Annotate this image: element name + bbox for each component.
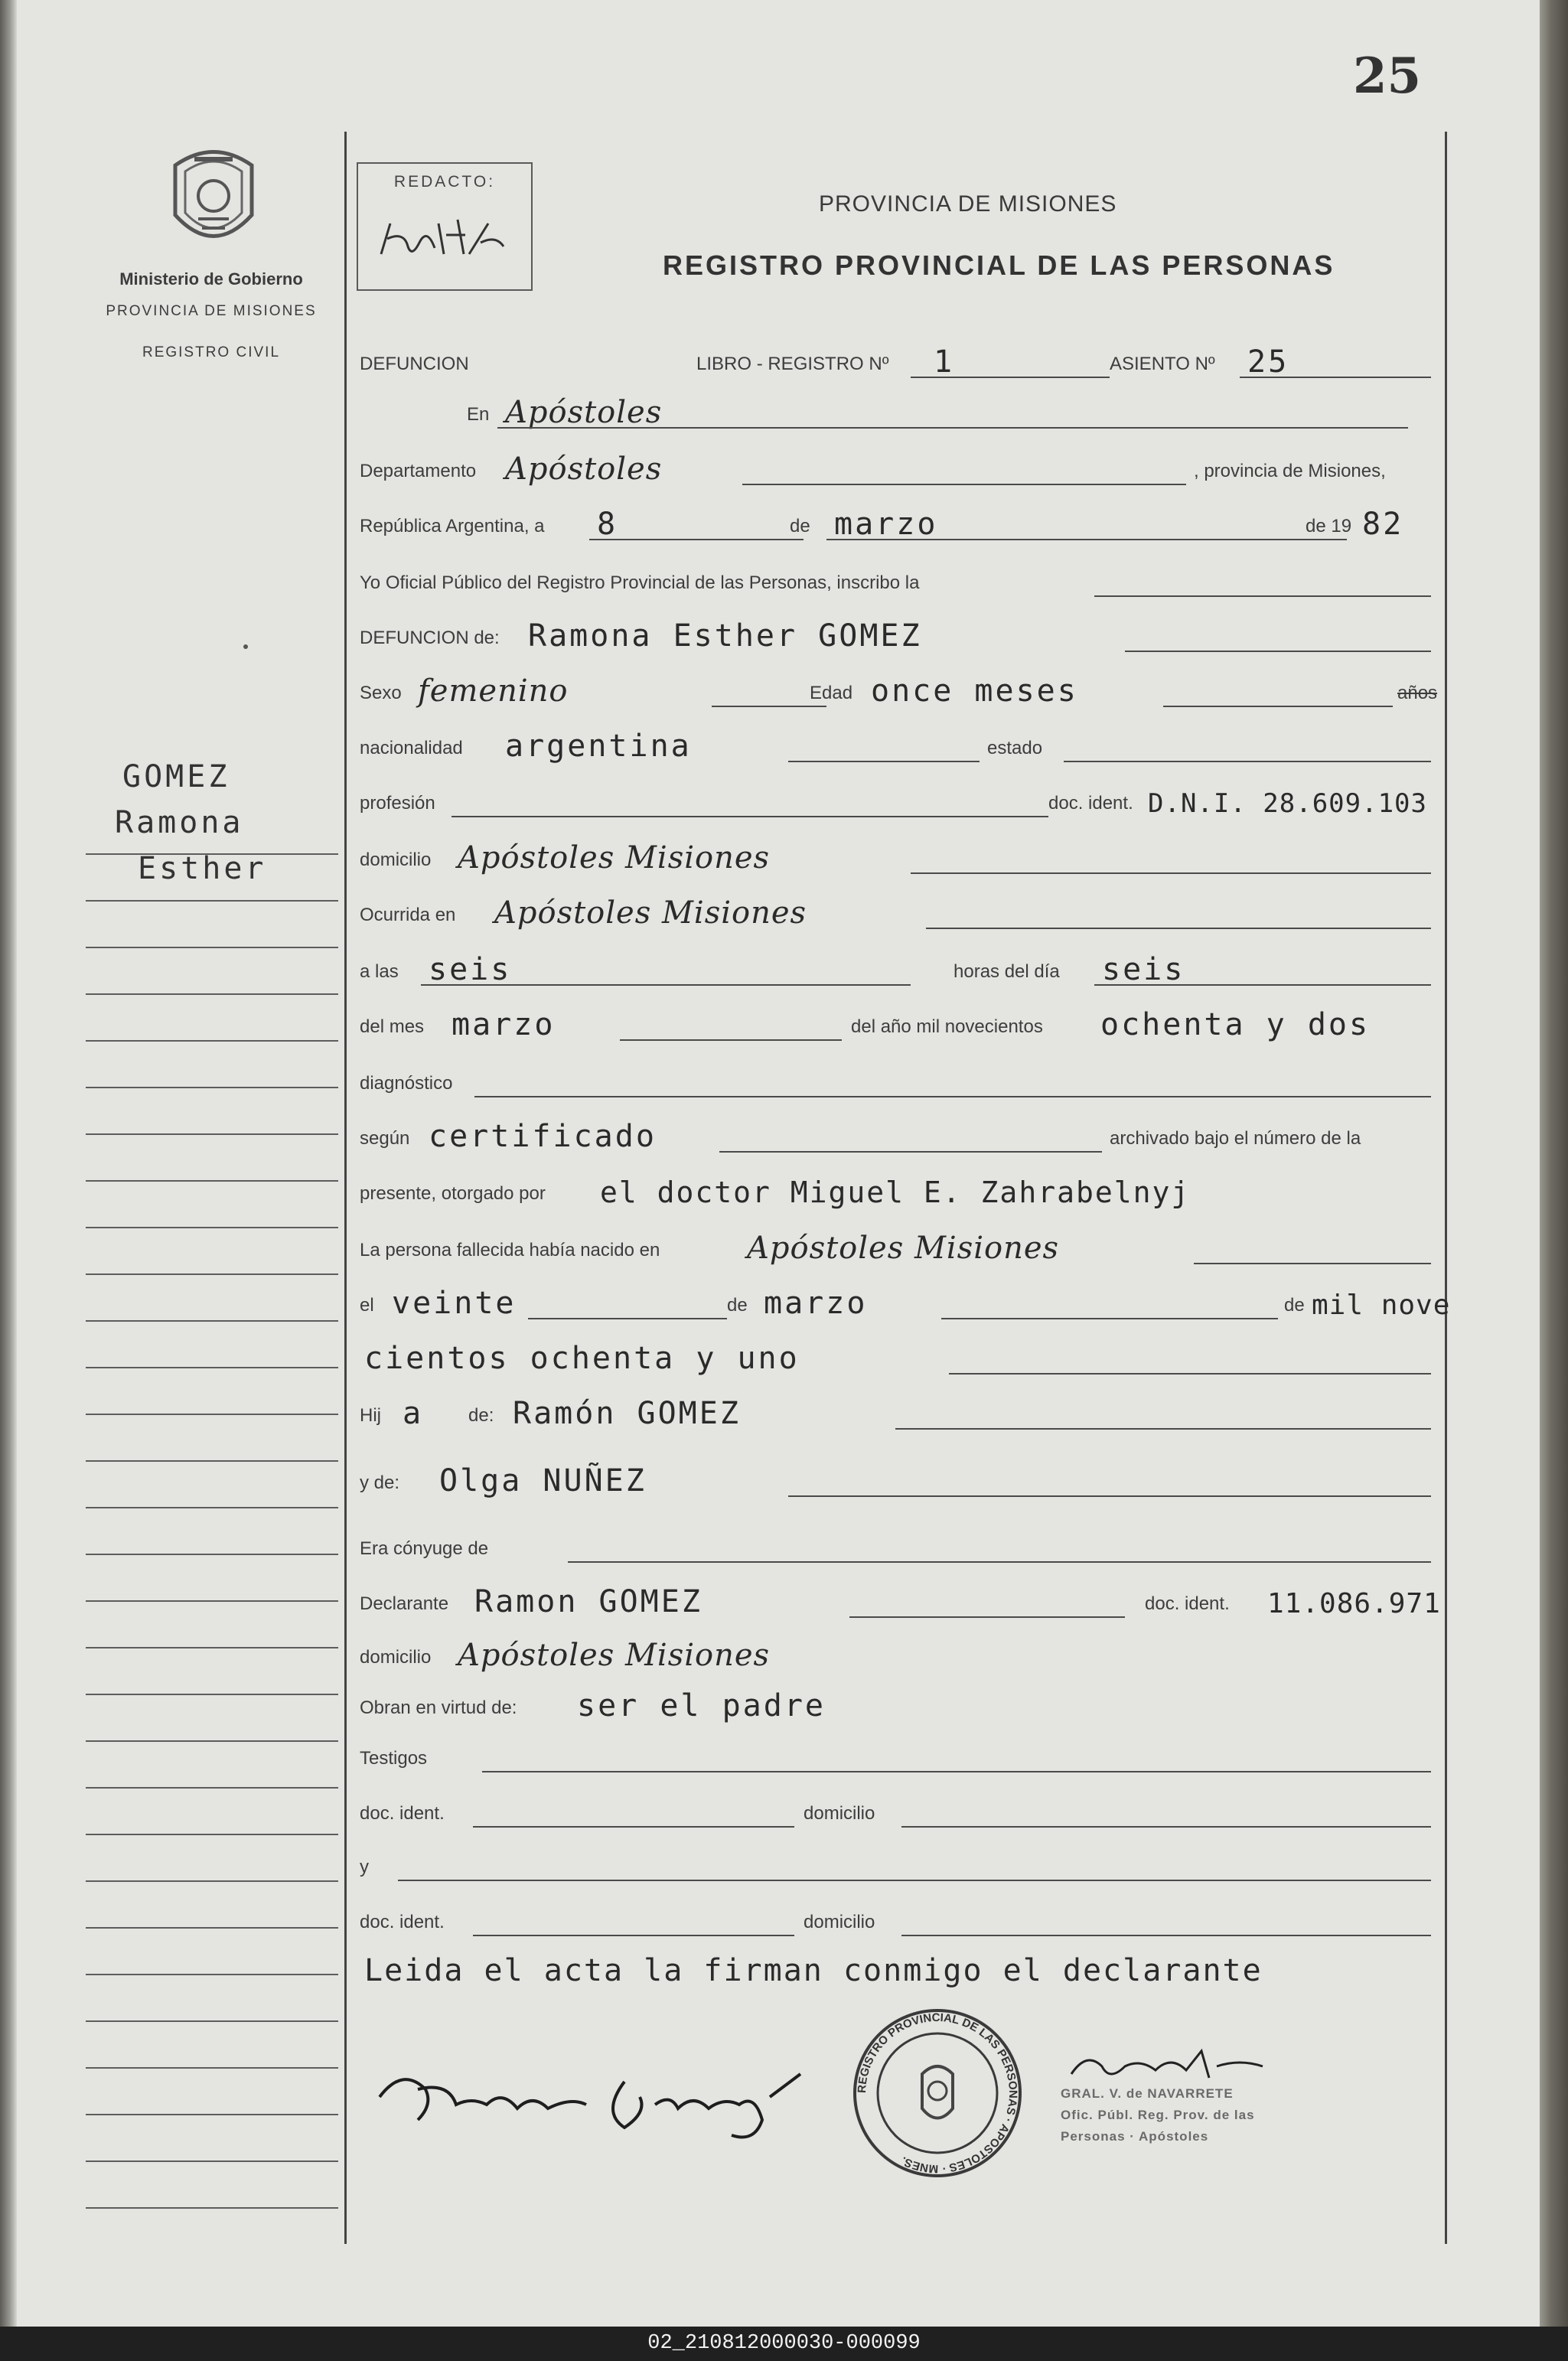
label-domicilio-testigo1: domicilio: [804, 1803, 875, 1824]
row-cierre: [360, 1953, 1446, 1991]
row-testigo2-doc: [360, 1903, 1446, 1941]
value-hora: seis: [429, 952, 512, 987]
row-horas: [360, 952, 1446, 990]
stamp-line-1: GRAL. V. de NAVARRETE: [1061, 2086, 1234, 2101]
value-en: Apóstoles: [505, 395, 663, 430]
value-sexo: femenino: [418, 673, 569, 709]
label-declarante: Declarante: [360, 1593, 449, 1614]
value-anio-nac-1: mil nove: [1312, 1290, 1451, 1321]
row-departamento: [360, 452, 1446, 490]
label-nacido: La persona fallecida había nacido en: [360, 1240, 660, 1260]
label-del-mes: del mes: [360, 1016, 425, 1037]
margin-rule: [86, 1135, 338, 1182]
margin-rule: [86, 1275, 338, 1322]
value-hij-genero: a: [403, 1396, 424, 1431]
coat-of-arms-icon: [164, 142, 263, 257]
redacto-label: REDACTO:: [393, 173, 496, 191]
margin-given-name: Ramona: [115, 805, 244, 840]
margin-rule: [86, 1182, 338, 1228]
label-republica: República Argentina, a: [360, 516, 545, 536]
label-profesion: profesión: [360, 793, 435, 814]
ministry-label: Ministerio de Gobierno: [119, 269, 303, 289]
book-spine-left: [0, 0, 17, 2327]
label-doc-ident: doc. ident.: [1048, 793, 1133, 814]
row-conyuge: [360, 1529, 1446, 1567]
label-de: de: [790, 516, 810, 536]
signature-declarante: [372, 2051, 831, 2143]
margin-rule: [86, 1882, 338, 1929]
margin-ruled-lines: [86, 808, 338, 2186]
margin-rule: [86, 1462, 338, 1508]
frame-left-border: [344, 132, 347, 2244]
margin-rule: [86, 1042, 338, 1088]
stamp-text: REGISTRO PROVINCIAL DE LAS PERSONAS · APOSTOLES · MNES.: [855, 2010, 1020, 2176]
value-declarante: Ramon GOMEZ: [474, 1584, 703, 1619]
margin-rule: [86, 808, 338, 855]
value-nacionalidad: argentina: [505, 729, 692, 764]
label-y-de: y de:: [360, 1472, 400, 1493]
row-otorgado: [360, 1174, 1446, 1212]
value-anio-nac-2: cientos ochenta y uno: [364, 1341, 800, 1376]
row-madre: [360, 1463, 1446, 1502]
margin-rule: [86, 1929, 338, 1975]
label-diagnostico: diagnóstico: [360, 1073, 453, 1094]
row-hijo: [360, 1396, 1446, 1434]
row-en: [360, 395, 1446, 433]
value-mes: marzo: [834, 507, 938, 542]
label-edad: Edad: [810, 683, 853, 703]
margin-rule: [86, 1602, 338, 1648]
row-domicilio: [360, 840, 1446, 879]
label-inscribo: Yo Oficial Público del Registro Provincial de las Personas, inscribo la: [360, 572, 920, 593]
value-mes-ocurrida: marzo: [451, 1007, 556, 1042]
row-ocurrida: [360, 895, 1446, 934]
ministry-province: PROVINCIA DE MISIONES: [106, 303, 317, 319]
label-doc-testigo2: doc. ident.: [360, 1912, 445, 1932]
margin-rule: [86, 1508, 338, 1555]
margin-rule: [86, 1368, 338, 1415]
margin-rule: [86, 1228, 338, 1275]
label-de-anio-nac: de: [1284, 1295, 1305, 1316]
value-cierre: Leida el acta la firman conmigo el declarante: [364, 1953, 1263, 1988]
value-doc-declarante: 11.086.971: [1267, 1588, 1441, 1619]
row-nacido: [360, 1231, 1446, 1269]
margin-rule: [86, 1695, 338, 1742]
label-doc-declarante: doc. ident.: [1145, 1593, 1230, 1614]
row-libro: [360, 344, 1446, 383]
margin-rule: [86, 2069, 338, 2115]
label-libro: LIBRO - REGISTRO Nº: [696, 354, 889, 374]
value-ocurrida: Apóstoles Misiones: [494, 895, 807, 931]
redacto-signature: [373, 201, 519, 277]
row-segun: [360, 1119, 1446, 1157]
book-spine-right: [1540, 0, 1568, 2327]
margin-middle-name: Esther: [138, 851, 267, 886]
row-domicilio-declarante: [360, 1638, 1446, 1676]
value-obran: ser el padre: [577, 1688, 826, 1723]
row-fecha-nac-cont: [360, 1341, 1446, 1379]
value-dia-ocurrida: seis: [1102, 952, 1185, 987]
row-diagnostico: [360, 1064, 1446, 1102]
row-nacionalidad: [360, 729, 1446, 767]
row-y: [360, 1847, 1446, 1886]
label-ocurrida: Ocurrida en: [360, 905, 456, 925]
value-asiento: 25: [1247, 344, 1289, 380]
value-padre: Ramón GOMEZ: [513, 1396, 741, 1431]
label-estado: estado: [987, 738, 1043, 758]
stamp-block: [1061, 2083, 1255, 2147]
value-anio: 82: [1362, 507, 1404, 542]
margin-rule: [86, 1415, 338, 1462]
value-departamento: Apóstoles: [505, 452, 663, 487]
label-asiento: ASIENTO Nº: [1110, 354, 1215, 374]
margin-rule: [86, 1975, 338, 2022]
row-defuncion-de: [360, 618, 1446, 657]
margin-rule: [86, 2022, 338, 2069]
official-stamp: [849, 2005, 1025, 2181]
label-domicilio-testigo2: domicilio: [804, 1912, 875, 1932]
value-lugar-nac: Apóstoles Misiones: [747, 1231, 1060, 1266]
image-caption-bar: [0, 2327, 1568, 2361]
row-declarante: [360, 1584, 1446, 1622]
label-defuncion: DEFUNCION: [360, 354, 469, 374]
value-edad: once meses: [871, 673, 1078, 709]
margin-rule: [86, 995, 338, 1042]
margin-rule: [86, 1088, 338, 1135]
margin-rule: [86, 1555, 338, 1602]
margin-surname: GOMEZ: [122, 759, 230, 794]
margin-rule: [86, 1742, 338, 1789]
label-alas: a las: [360, 961, 399, 982]
margin-rule: [86, 855, 338, 902]
margin-rule: [86, 948, 338, 995]
value-dia-nac: veinte: [392, 1286, 517, 1321]
row-profesion: [360, 784, 1446, 822]
header-registry: REGISTRO PROVINCIAL DE LAS PERSONAS: [663, 249, 1335, 281]
label-horas-dia: horas del día: [954, 961, 1060, 982]
row-testigo1-doc: [360, 1794, 1446, 1832]
redacto-box: [357, 162, 533, 291]
label-departamento: Departamento: [360, 461, 477, 481]
label-domicilio-2: domicilio: [360, 1647, 432, 1668]
value-mes-nac: marzo: [764, 1286, 868, 1321]
label-doc-testigo1: doc. ident.: [360, 1803, 445, 1824]
margin-rule: [86, 2162, 338, 2209]
label-conyuge: Era cónyuge de: [360, 1538, 489, 1559]
value-libro: 1: [934, 344, 955, 380]
label-anio-mil: del año mil novecientos: [851, 1016, 1043, 1037]
signature-official: [1064, 2043, 1293, 2089]
label-anios: años: [1397, 683, 1438, 703]
row-fecha: [360, 507, 1446, 545]
row-testigos: [360, 1739, 1446, 1777]
label-otorgado: presente, otorgado por: [360, 1183, 546, 1204]
value-certificado: certificado: [429, 1119, 657, 1154]
label-nacionalidad: nacionalidad: [360, 738, 463, 758]
header-province: PROVINCIA DE MISIONES: [819, 191, 1117, 217]
value-dni: D.N.I. 28.609.103: [1148, 788, 1427, 819]
row-obran: [360, 1688, 1446, 1727]
label-testigos: Testigos: [360, 1748, 428, 1769]
value-domicilio: Apóstoles Misiones: [458, 840, 771, 876]
ministry-office: REGISTRO CIVIL: [142, 344, 281, 360]
label-hij: Hij: [360, 1405, 381, 1426]
label-defuncion-de: DEFUNCION de:: [360, 628, 500, 648]
label-de-padre: de:: [468, 1405, 494, 1426]
label-archivado: archivado bajo el número de la: [1110, 1128, 1361, 1149]
image-caption: 02_210812000030-000099: [647, 2332, 921, 2355]
label-obran: Obran en virtud de:: [360, 1697, 517, 1718]
label-domicilio: domicilio: [360, 850, 432, 870]
label-de19: de 19: [1306, 516, 1352, 536]
margin-rule: [86, 2115, 338, 2162]
label-sexo: Sexo: [360, 683, 402, 703]
stamp-line-2: Ofic. Públ. Reg. Prov. de las: [1061, 2108, 1255, 2122]
row-sexo: [360, 673, 1446, 712]
margin-rule: [86, 1789, 338, 1835]
row-fecha-nac: [360, 1286, 1451, 1324]
row-mes-anio: [360, 1007, 1446, 1045]
value-fallecida: Ramona Esther GOMEZ: [528, 618, 922, 654]
row-inscribo: [360, 563, 1446, 602]
label-de-nac: de: [727, 1295, 748, 1316]
stamp-line-3: Personas · Apóstoles: [1061, 2129, 1209, 2144]
value-domicilio-2: Apóstoles Misiones: [458, 1638, 771, 1673]
label-y: y: [360, 1857, 369, 1877]
value-anio-ocurrida: ochenta y dos: [1100, 1007, 1371, 1042]
value-dia: 8: [597, 507, 618, 542]
margin-rule: [86, 902, 338, 948]
margin-rule: [86, 1835, 338, 1882]
value-medico: el doctor Miguel E. Zahrabelnyj: [600, 1176, 1191, 1209]
label-segun: según: [360, 1128, 410, 1149]
margin-rule: [86, 1322, 338, 1368]
margin-dot: [243, 644, 248, 649]
label-provincia: , provincia de Misiones,: [1194, 461, 1386, 481]
label-en: En: [467, 404, 490, 425]
margin-rule: [86, 1648, 338, 1695]
label-el: el: [360, 1295, 374, 1316]
page-number: 25: [1353, 47, 1422, 105]
value-madre: Olga NUÑEZ: [439, 1463, 647, 1498]
